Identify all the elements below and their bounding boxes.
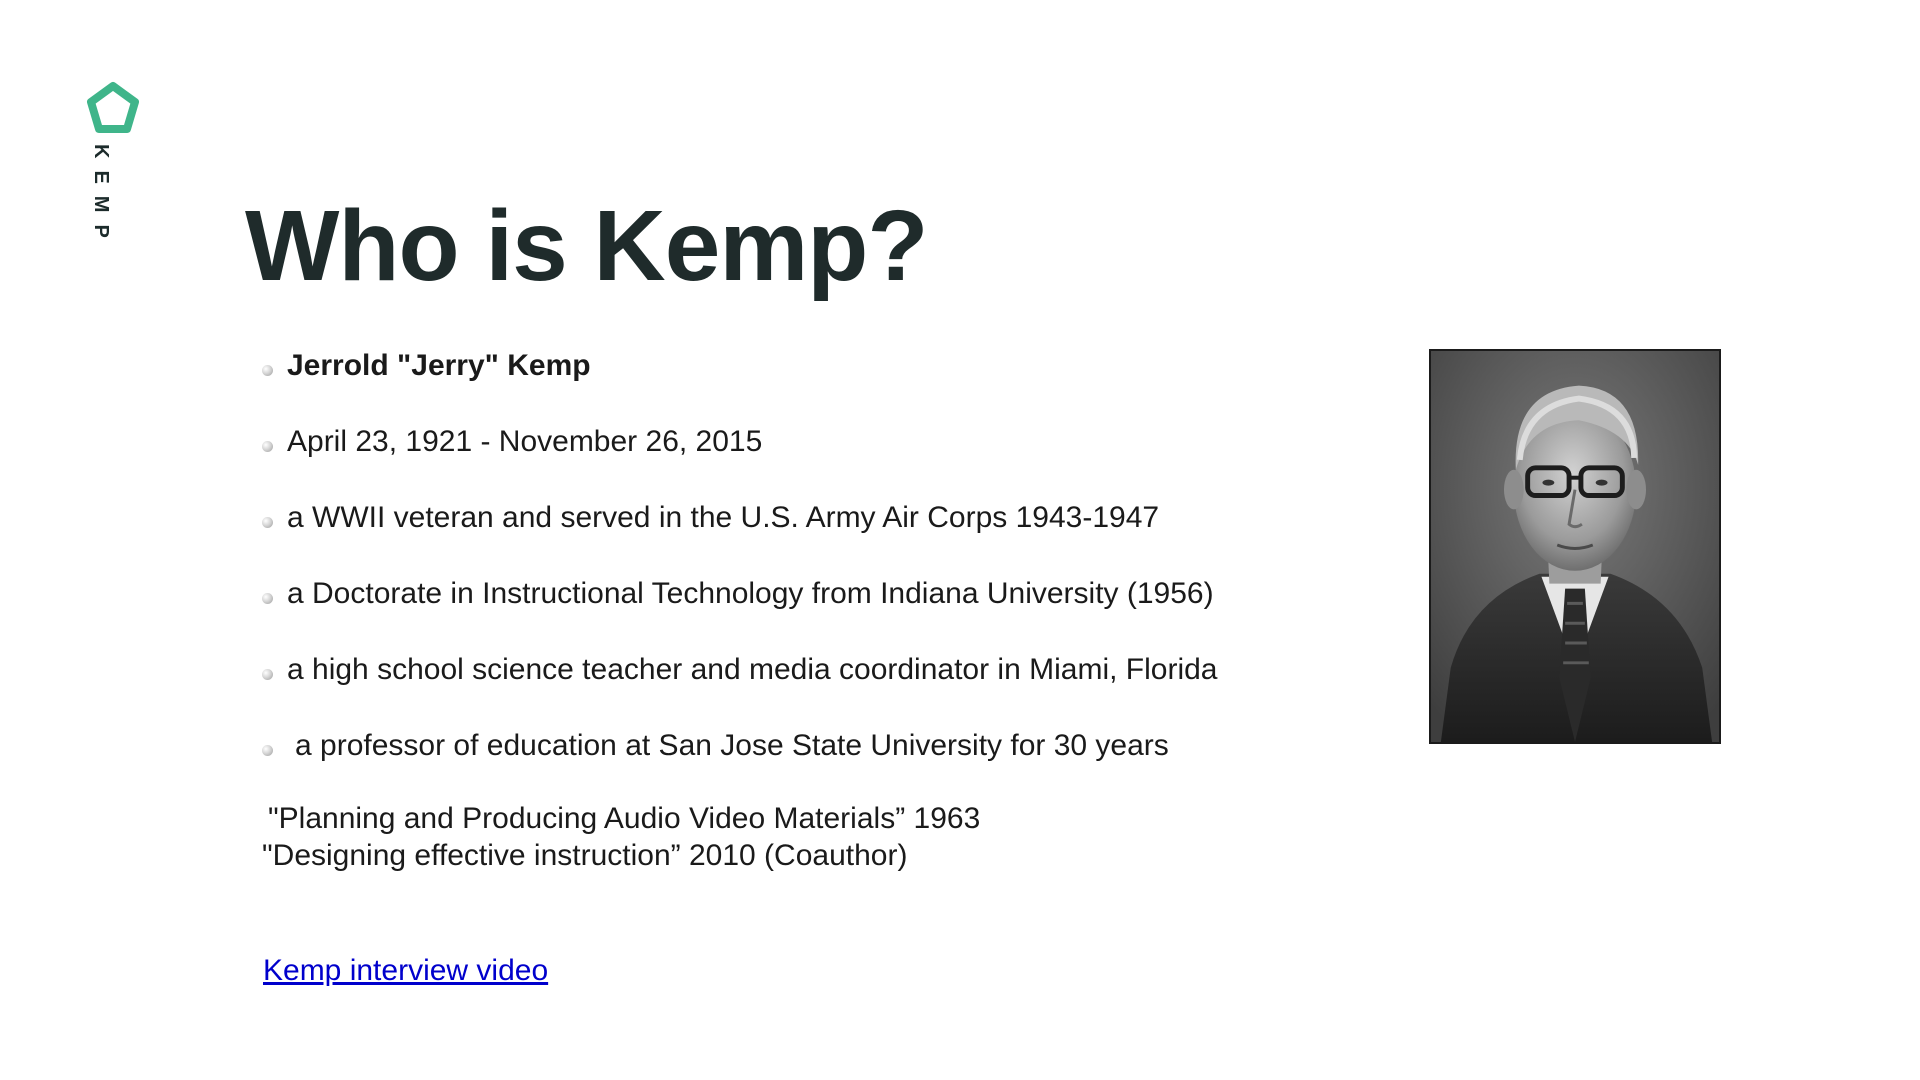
bio-bullet-list <box>262 346 1217 802</box>
bullet-dot-icon <box>262 517 273 528</box>
bullet-dot-icon <box>262 593 273 604</box>
book-item: "Designing effective instruction” 2010 (Coauthor) <box>262 839 908 872</box>
interview-video-link[interactable]: Kemp interview video <box>263 954 549 987</box>
kemp-portrait-photo <box>1429 349 1721 744</box>
bullet-text: Jerrold "Jerry" Kemp <box>287 349 591 382</box>
bullet-lifespan <box>262 422 1217 498</box>
logo-text: KEMP <box>90 144 112 250</box>
kemp-pentagon-icon <box>84 80 142 138</box>
slide-title: Who is Kemp? <box>245 190 928 302</box>
logo-wordmark <box>90 144 134 324</box>
books-list <box>262 800 980 874</box>
person-portrait-icon <box>1431 351 1719 742</box>
book-item: "Planning and Producing Audio Video Materials” 1963 <box>268 802 981 835</box>
bullet-dot-icon <box>262 365 273 376</box>
bullet-text: a Doctorate in Instructional Technology from Indiana University (1956) <box>287 577 1214 610</box>
bullet-text: April 23, 1921 - November 26, 2015 <box>287 425 763 458</box>
bullet-teacher <box>262 650 1217 726</box>
bullet-name <box>262 346 1217 422</box>
bullet-text: a professor of education at San Jose State University for 30 years <box>295 729 1169 762</box>
bullet-military <box>262 498 1217 574</box>
bullet-text: a WWII veteran and served in the U.S. Army Air Corps 1943-1947 <box>287 501 1160 534</box>
bullet-doctorate <box>262 574 1217 650</box>
bullet-professor <box>262 726 1217 802</box>
bullet-text: a high school science teacher and media coordinator in Miami, Florida <box>287 653 1218 686</box>
bullet-dot-icon <box>262 669 273 680</box>
bullet-dot-icon <box>262 441 273 452</box>
bullet-dot-icon <box>262 745 273 756</box>
